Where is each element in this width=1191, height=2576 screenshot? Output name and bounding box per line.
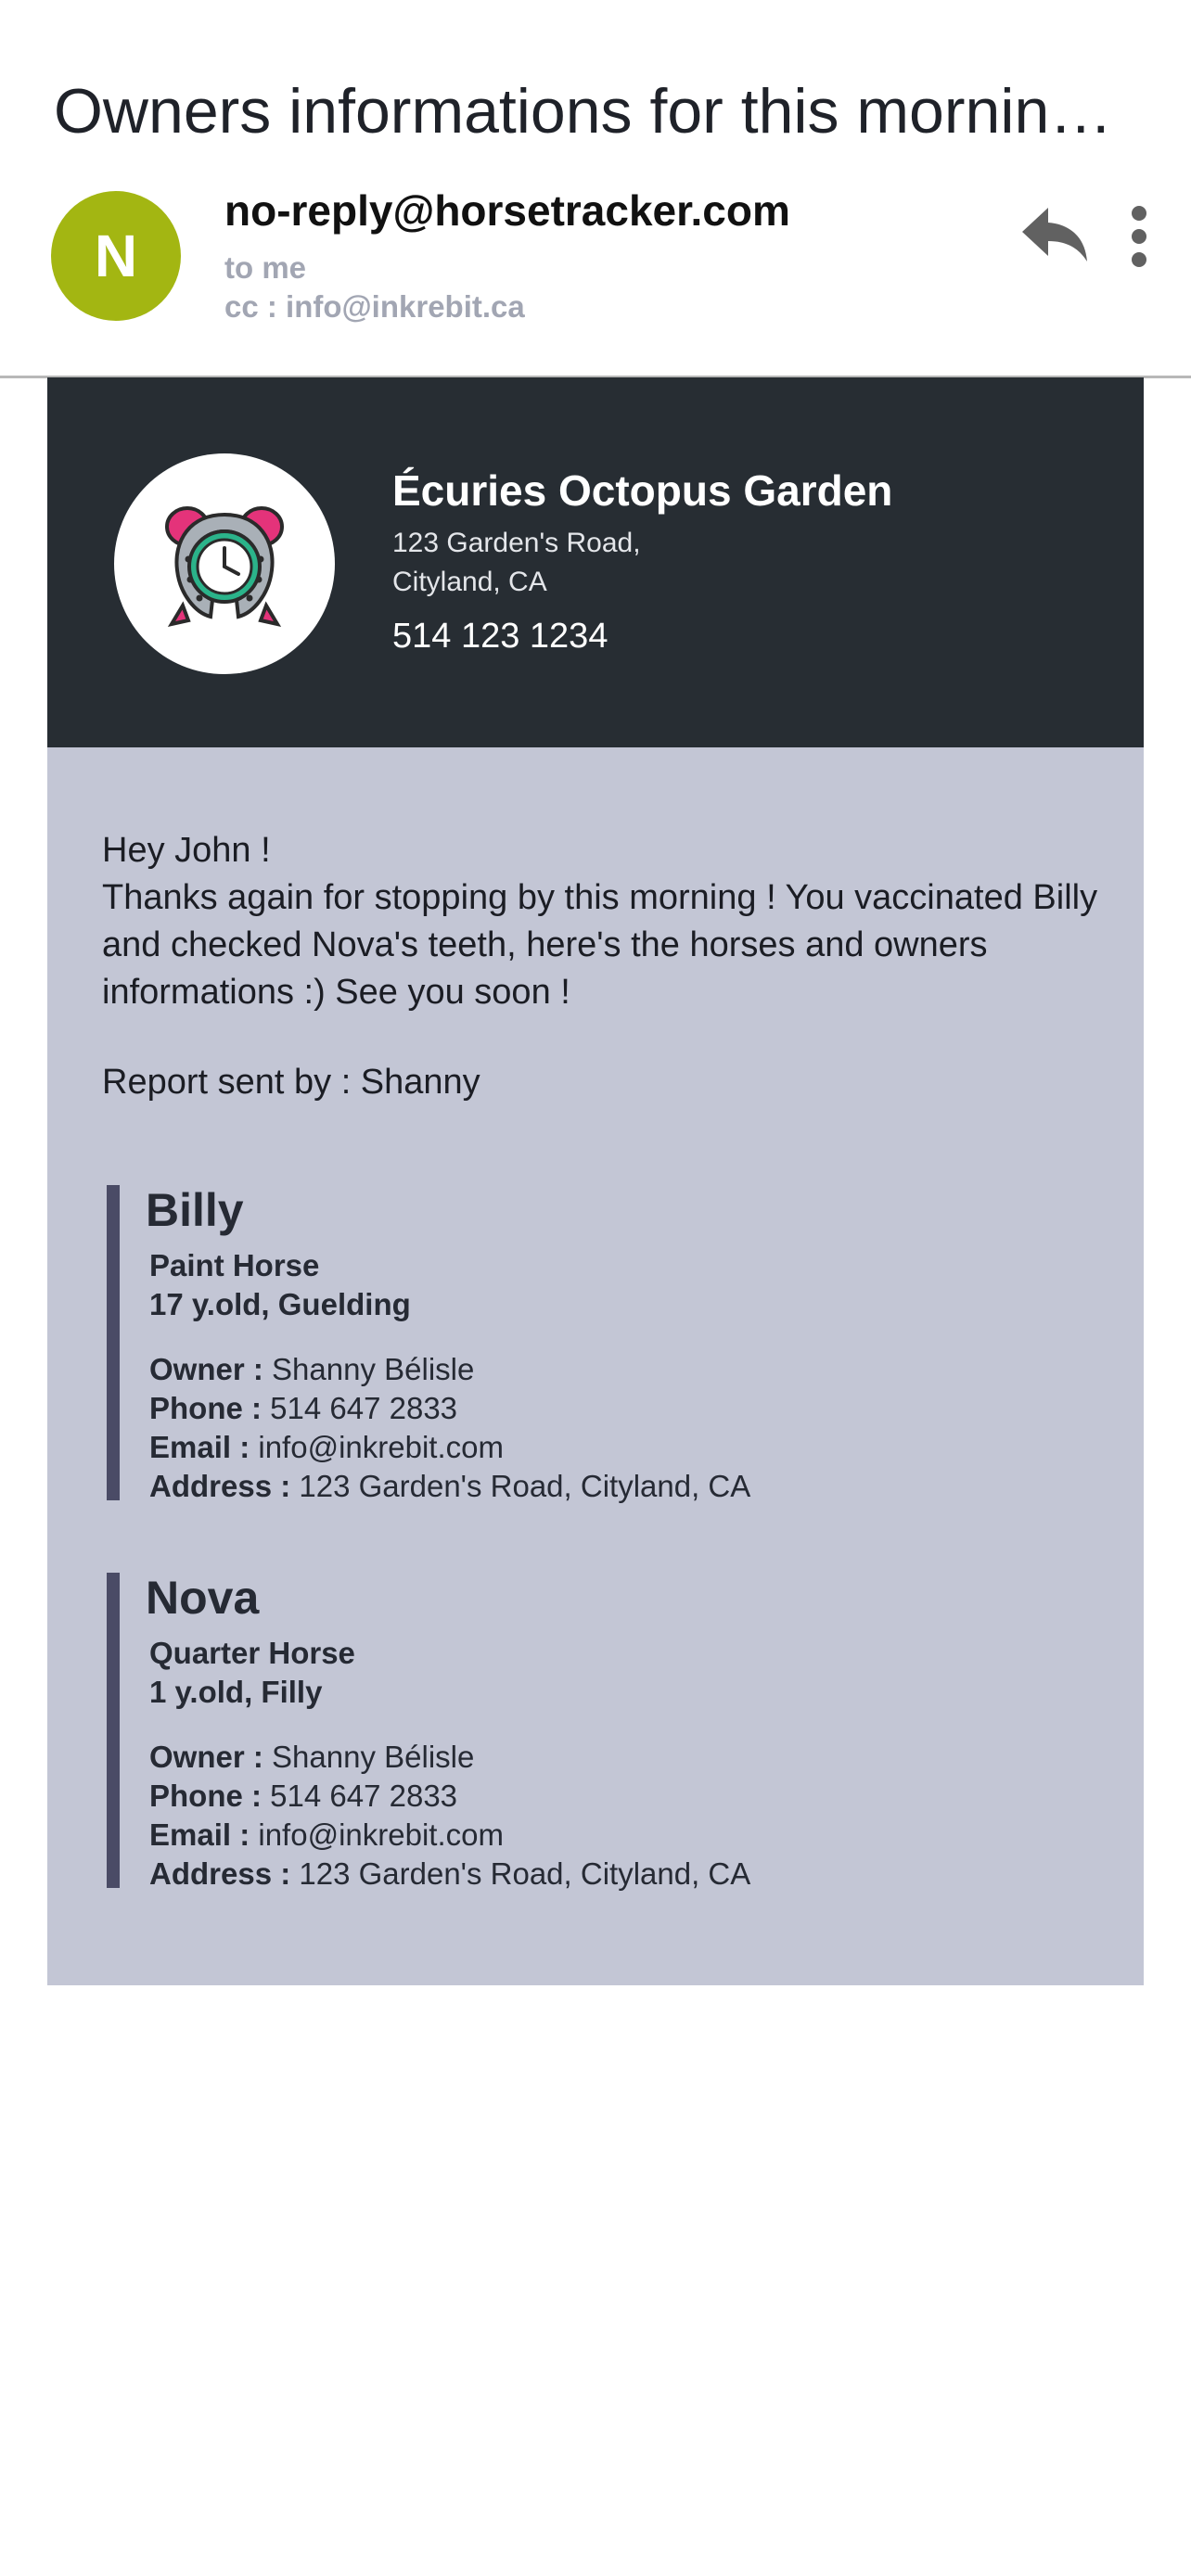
horse-breed: Paint Horse [149,1248,320,1282]
phone-row[interactable]: Phone : 514 647 2833 [149,1391,458,1425]
more-options-button[interactable] [1121,204,1158,269]
business-address-line2: Cityland, CA [392,567,547,597]
business-phone[interactable]: 514 123 1234 [392,617,608,656]
phone-row[interactable]: Phone : 514 647 2833 [149,1779,458,1813]
alarm-clock-horseshoe-icon [155,494,294,633]
report-sender: Report sent by : Shanny [102,1063,480,1102]
address-row[interactable]: Address : 123 Garden's Road, Cityland, CA [149,1856,751,1891]
owner-row: Owner : Shanny Bélisle [149,1740,475,1774]
reply-icon [1020,204,1091,265]
email-value: info@inkrebit.com [258,1817,504,1852]
horse-card [107,1572,1108,1891]
email-row[interactable]: Email : info@inkrebit.com [149,1817,504,1852]
horse-name: Nova [146,1572,260,1624]
business-header [47,377,1144,747]
business-logo [114,453,335,674]
cc-label: cc : info@inkrebit.ca [224,289,525,324]
horse-name: Billy [146,1184,244,1236]
email-value: info@inkrebit.com [258,1430,504,1464]
horse-breed: Quarter Horse [149,1636,355,1670]
business-address-line1: 123 Garden's Road, [392,528,641,558]
owner-row: Owner : Shanny Bélisle [149,1352,475,1386]
reply-button[interactable] [1020,204,1091,265]
email-row[interactable]: Email : info@inkrebit.com [149,1430,504,1464]
sender-address[interactable]: no-reply@horsetracker.com [224,186,790,235]
greeting: Hey John ! [102,831,271,870]
recipient-label[interactable]: to me [224,250,307,285]
message-paragraph: Thanks again for stopping by this morning ! You vaccinated Billy and checked Nova's teeth, here's the horses and owners informations :) See you soon ! [102,878,1098,1012]
email-subject: Owners informations for this mornin… [54,76,1113,147]
address-value: 123 Garden's Road, Cityland, CA [299,1469,751,1503]
horse-card [107,1184,1108,1503]
address-value: 123 Garden's Road, Cityland, CA [299,1856,751,1891]
phone-value: 514 647 2833 [270,1779,458,1813]
message-text [102,827,1104,1016]
sender-avatar[interactable]: N [51,191,181,321]
address-row[interactable]: Address : 123 Garden's Road, Cityland, CA [149,1469,751,1503]
owner-value: Shanny Bélisle [272,1740,475,1774]
horse-age: 1 y.old, Filly [149,1675,323,1709]
message-body [47,747,1144,1985]
business-name: Écuries Octopus Garden [392,466,893,515]
horse-age: 17 y.old, Guelding [149,1287,411,1321]
accent-bar [107,1185,120,1500]
more-vertical-icon [1121,204,1158,269]
accent-bar [107,1573,120,1888]
phone-value: 514 647 2833 [270,1391,458,1425]
owner-value: Shanny Bélisle [272,1352,475,1386]
